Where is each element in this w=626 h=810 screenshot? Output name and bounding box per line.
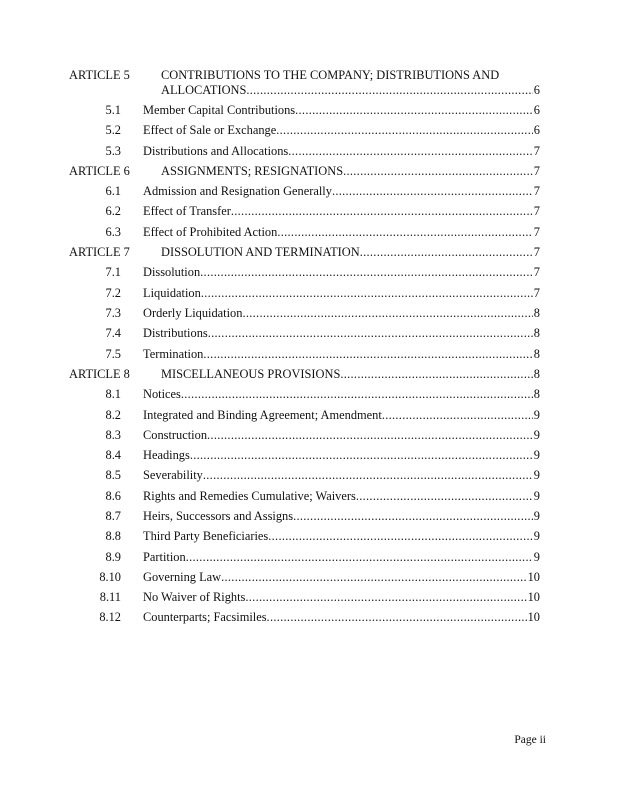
toc-entry-6-3[interactable] xyxy=(0,224,626,240)
toc-entry-8-6[interactable] xyxy=(0,488,626,504)
entry-page: 7 xyxy=(533,245,540,259)
toc-entry-8-12[interactable] xyxy=(0,609,626,625)
toc-entry-article-8[interactable] xyxy=(0,366,626,382)
toc-entry-8-1[interactable] xyxy=(0,386,626,402)
section-number: 5.2 xyxy=(105,123,121,137)
entry-title: No Waiver of Rights xyxy=(143,590,246,604)
section-number: 8.8 xyxy=(105,529,121,543)
section-number: 8.10 xyxy=(99,570,121,584)
entry-page: 9 xyxy=(533,550,540,564)
section-number: 8.6 xyxy=(105,489,121,503)
entry-title: Liquidation xyxy=(143,286,201,300)
entry-page: 9 xyxy=(533,448,540,462)
entry-title: Effect of Transfer xyxy=(143,204,231,218)
entry-title: Distributions and Allocations xyxy=(143,144,289,158)
dot-leader xyxy=(288,143,533,159)
article-number: ARTICLE 7 xyxy=(69,245,130,259)
section-number: 8.11 xyxy=(99,590,121,604)
dot-leader xyxy=(332,183,533,199)
entry-title: Orderly Liquidation xyxy=(143,306,243,320)
entry-title: Dissolution xyxy=(143,265,201,279)
dot-leader xyxy=(242,305,532,321)
dot-leader xyxy=(356,488,533,504)
entry-title: MISCELLANEOUS PROVISIONS xyxy=(161,367,341,381)
toc-entry-7-2[interactable] xyxy=(0,285,626,301)
entry-page: 9 xyxy=(533,468,540,482)
dot-leader xyxy=(208,325,533,341)
entry-title: Member Capital Contributions xyxy=(143,103,296,117)
entry-page: 8 xyxy=(533,306,540,320)
entry-page: 9 xyxy=(533,489,540,503)
toc-entry-8-5[interactable] xyxy=(0,467,626,483)
toc-entry-8-11[interactable] xyxy=(0,589,626,605)
section-number: 7.3 xyxy=(105,306,121,320)
entry-page: 8 xyxy=(533,326,540,340)
entry-page: 9 xyxy=(533,509,540,523)
dot-leader xyxy=(268,528,533,544)
entry-title: Effect of Prohibited Action xyxy=(143,225,278,239)
dot-leader xyxy=(200,264,533,280)
entry-page: 10 xyxy=(527,590,540,604)
section-number: 6.1 xyxy=(105,184,121,198)
entry-page: 7 xyxy=(533,164,540,178)
section-number: 5.1 xyxy=(105,103,121,117)
entry-page: 6 xyxy=(533,103,540,117)
dot-leader xyxy=(276,122,533,138)
toc-entry-8-3[interactable] xyxy=(0,427,626,443)
section-number: 6.3 xyxy=(105,225,121,239)
entry-page: 9 xyxy=(533,428,540,442)
section-number: 7.2 xyxy=(105,286,121,300)
toc-entry-article-7[interactable] xyxy=(0,244,626,260)
article-number: ARTICLE 5 xyxy=(69,68,130,82)
entry-title: Termination xyxy=(143,347,204,361)
section-number: 8.12 xyxy=(99,610,121,624)
dot-leader xyxy=(190,447,533,463)
section-number: 8.5 xyxy=(105,468,121,482)
entry-page: 7 xyxy=(533,204,540,218)
section-number: 8.1 xyxy=(105,387,121,401)
entry-title: ALLOCATIONS xyxy=(161,83,247,97)
dot-leader xyxy=(186,549,533,565)
entry-page: 7 xyxy=(533,184,540,198)
toc-entry-8-4[interactable] xyxy=(0,447,626,463)
entry-title: Distributions xyxy=(143,326,208,340)
entry-page: 10 xyxy=(527,570,540,584)
toc-entry-8-2[interactable] xyxy=(0,407,626,423)
entry-title: Partition xyxy=(143,550,186,564)
toc-entry-5-3[interactable] xyxy=(0,143,626,159)
article-number: ARTICLE 8 xyxy=(69,367,130,381)
toc-entry-7-3[interactable] xyxy=(0,305,626,321)
dot-leader xyxy=(245,589,526,605)
toc-entry-article-6[interactable] xyxy=(0,163,626,179)
dot-leader xyxy=(360,244,533,260)
section-number: 8.3 xyxy=(105,428,121,442)
article-number: ARTICLE 6 xyxy=(69,164,130,178)
dot-leader xyxy=(201,285,533,301)
dot-leader xyxy=(207,427,533,443)
toc-entry-article-5[interactable] xyxy=(0,82,626,98)
entry-title: Third Party Beneficiaries xyxy=(143,529,269,543)
dot-leader xyxy=(246,82,532,98)
entry-page: 8 xyxy=(533,387,540,401)
dot-leader xyxy=(203,467,533,483)
toc-entry-7-1[interactable] xyxy=(0,264,626,280)
entry-page: 9 xyxy=(533,408,540,422)
section-number: 7.5 xyxy=(105,347,121,361)
dot-leader xyxy=(203,346,532,362)
toc-entry-8-8[interactable] xyxy=(0,528,626,544)
page-number-footer: Page ii xyxy=(514,734,546,746)
entry-page: 7 xyxy=(533,286,540,300)
entry-page: 6 xyxy=(533,83,540,97)
entry-title: Headings xyxy=(143,448,190,462)
toc-entry-8-9[interactable] xyxy=(0,549,626,565)
entry-page: 7 xyxy=(533,225,540,239)
dot-leader xyxy=(267,609,527,625)
section-number: 8.7 xyxy=(105,509,121,523)
section-number: 5.3 xyxy=(105,144,121,158)
section-number: 7.4 xyxy=(105,326,121,340)
toc-entry-5-2[interactable] xyxy=(0,122,626,138)
toc-entry-6-2[interactable] xyxy=(0,203,626,219)
entry-page: 10 xyxy=(527,610,540,624)
entry-page: 7 xyxy=(533,265,540,279)
entry-page: 8 xyxy=(533,367,540,381)
toc-entry-8-10[interactable] xyxy=(0,569,626,585)
entry-title: Severability xyxy=(143,468,203,482)
entry-title: Admission and Resignation Generally xyxy=(143,184,332,198)
entry-title: Effect of Sale or Exchange xyxy=(143,123,277,137)
section-number: 7.1 xyxy=(105,265,121,279)
toc-entry-6-1[interactable] xyxy=(0,183,626,199)
dot-leader xyxy=(343,163,533,179)
toc-entry-5-1[interactable] xyxy=(0,102,626,118)
dot-leader xyxy=(277,224,532,240)
section-number: 8.2 xyxy=(105,408,121,422)
entry-page: 9 xyxy=(533,529,540,543)
toc-entry-7-5[interactable] xyxy=(0,346,626,362)
toc-entry-8-7[interactable] xyxy=(0,508,626,524)
dot-leader xyxy=(295,102,533,118)
toc-entry-7-4[interactable] xyxy=(0,325,626,341)
dot-leader xyxy=(293,508,533,524)
entry-title: Governing Law xyxy=(143,570,222,584)
entry-title: Integrated and Binding Agreement; Amendment xyxy=(143,408,382,422)
entry-title: ASSIGNMENTS; RESIGNATIONS xyxy=(161,164,344,178)
entry-title: Construction xyxy=(143,428,208,442)
dot-leader xyxy=(340,366,532,382)
entry-page: 7 xyxy=(533,144,540,158)
entry-page: 8 xyxy=(533,347,540,361)
entry-title: Heirs, Successors and Assigns xyxy=(143,509,294,523)
entry-title: Counterparts; Facsimiles xyxy=(143,610,267,624)
dot-leader xyxy=(231,203,533,219)
section-number: 8.9 xyxy=(105,550,121,564)
article-title-line1: CONTRIBUTIONS TO THE COMPANY; DISTRIBUTIONS AND xyxy=(161,68,500,82)
dot-leader xyxy=(181,386,533,402)
entry-title: Rights and Remedies Cumulative; Waivers xyxy=(143,489,356,503)
dot-leader xyxy=(382,407,533,423)
section-number: 8.4 xyxy=(105,448,121,462)
dot-leader xyxy=(221,569,527,585)
section-number: 6.2 xyxy=(105,204,121,218)
entry-page: 6 xyxy=(533,123,540,137)
entry-title: Notices xyxy=(143,387,181,401)
entry-title: DISSOLUTION AND TERMINATION xyxy=(161,245,360,259)
